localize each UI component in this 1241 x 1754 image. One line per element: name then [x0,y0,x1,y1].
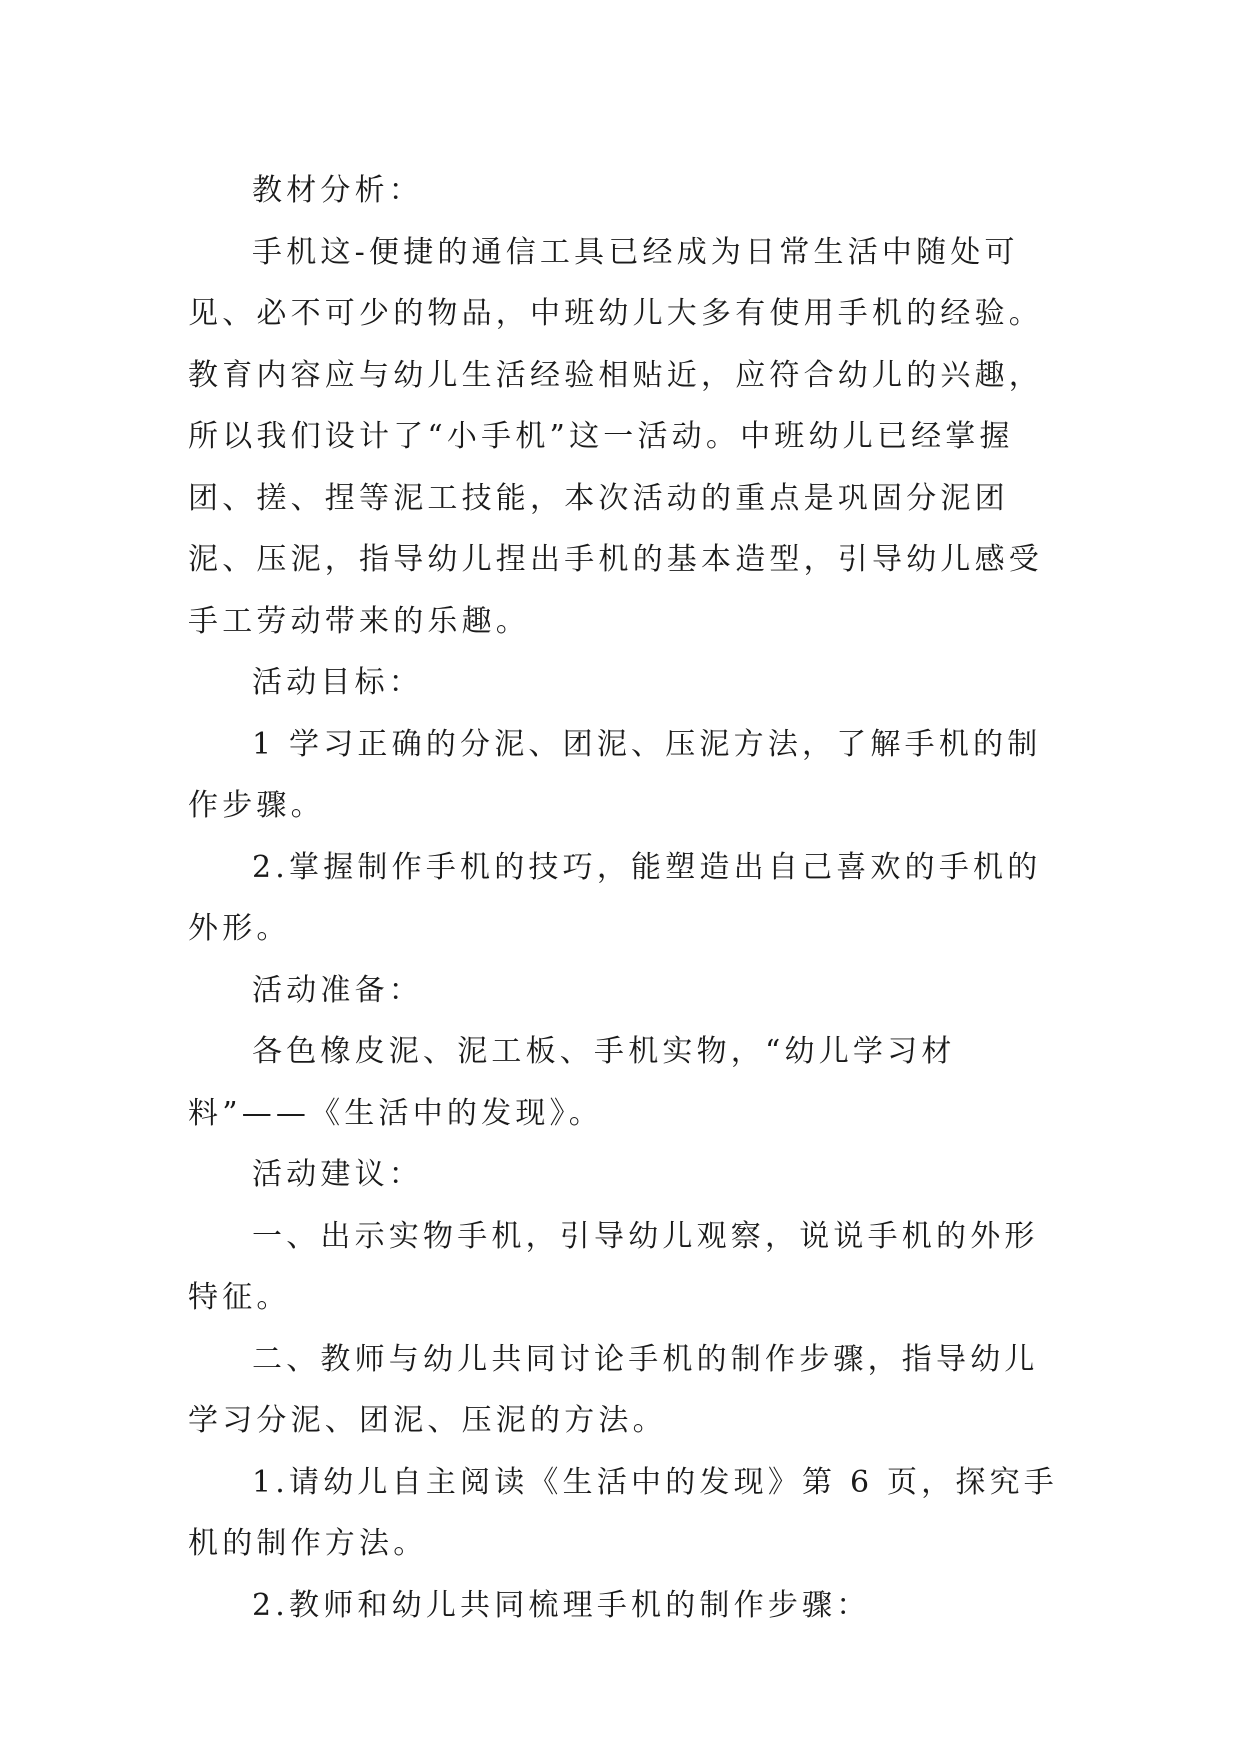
suggestion-step-2: 二、教师与幼儿共同讨论手机的制作步骤，指导幼儿学习分泥、团泥、压泥的方法。 [188,1341,1039,1438]
document-body [188,160,1068,1636]
heading-activity-suggestions: 活动建议： [252,1157,423,1192]
goal-item-2: 2.掌握制作手机的技巧，能塑造出自己喜欢的手机的外形。 [188,849,1042,946]
paragraph-preparation: 各色橡皮泥、泥工板、手机实物，“幼儿学习材料”——《生活中的发现》。 [188,1034,956,1131]
suggestion-substep-1: 1.请幼儿自主阅读《生活中的发现》第 6 页，探究手机的制作方法。 [188,1464,1058,1561]
heading-material-analysis: 教材分析： [252,173,423,208]
heading-activity-goals: 活动目标： [252,665,423,700]
heading-activity-preparation: 活动准备： [252,972,423,1008]
suggestion-substep-2: 2.教师和幼儿共同梳理手机的制作步骤： [252,1587,871,1623]
suggestion-step-1: 一、出示实物手机，引导幼儿观察，说说手机的外形特征。 [188,1218,1039,1315]
goal-item-1: 1 学习正确的分泥、团泥、压泥方法，了解手机的制作步骤。 [188,726,1042,823]
paragraph-material-analysis: 手机这-便捷的通信工具已经成为日常生活中随处可见、必不可少的物品，中班幼儿大多有使用手机的经验。教育内容应与幼儿生活经验相贴近，应符合幼儿的兴趣，所以我们设计了“小手机”这一活动。中班幼儿已经掌握团、搓、捏等泥工技能，本次活动的重点是巩固分泥团泥、压泥，指导幼儿捏出手机的基本造型，引导幼儿感受手工劳动带来的乐趣。 [188,234,1043,639]
